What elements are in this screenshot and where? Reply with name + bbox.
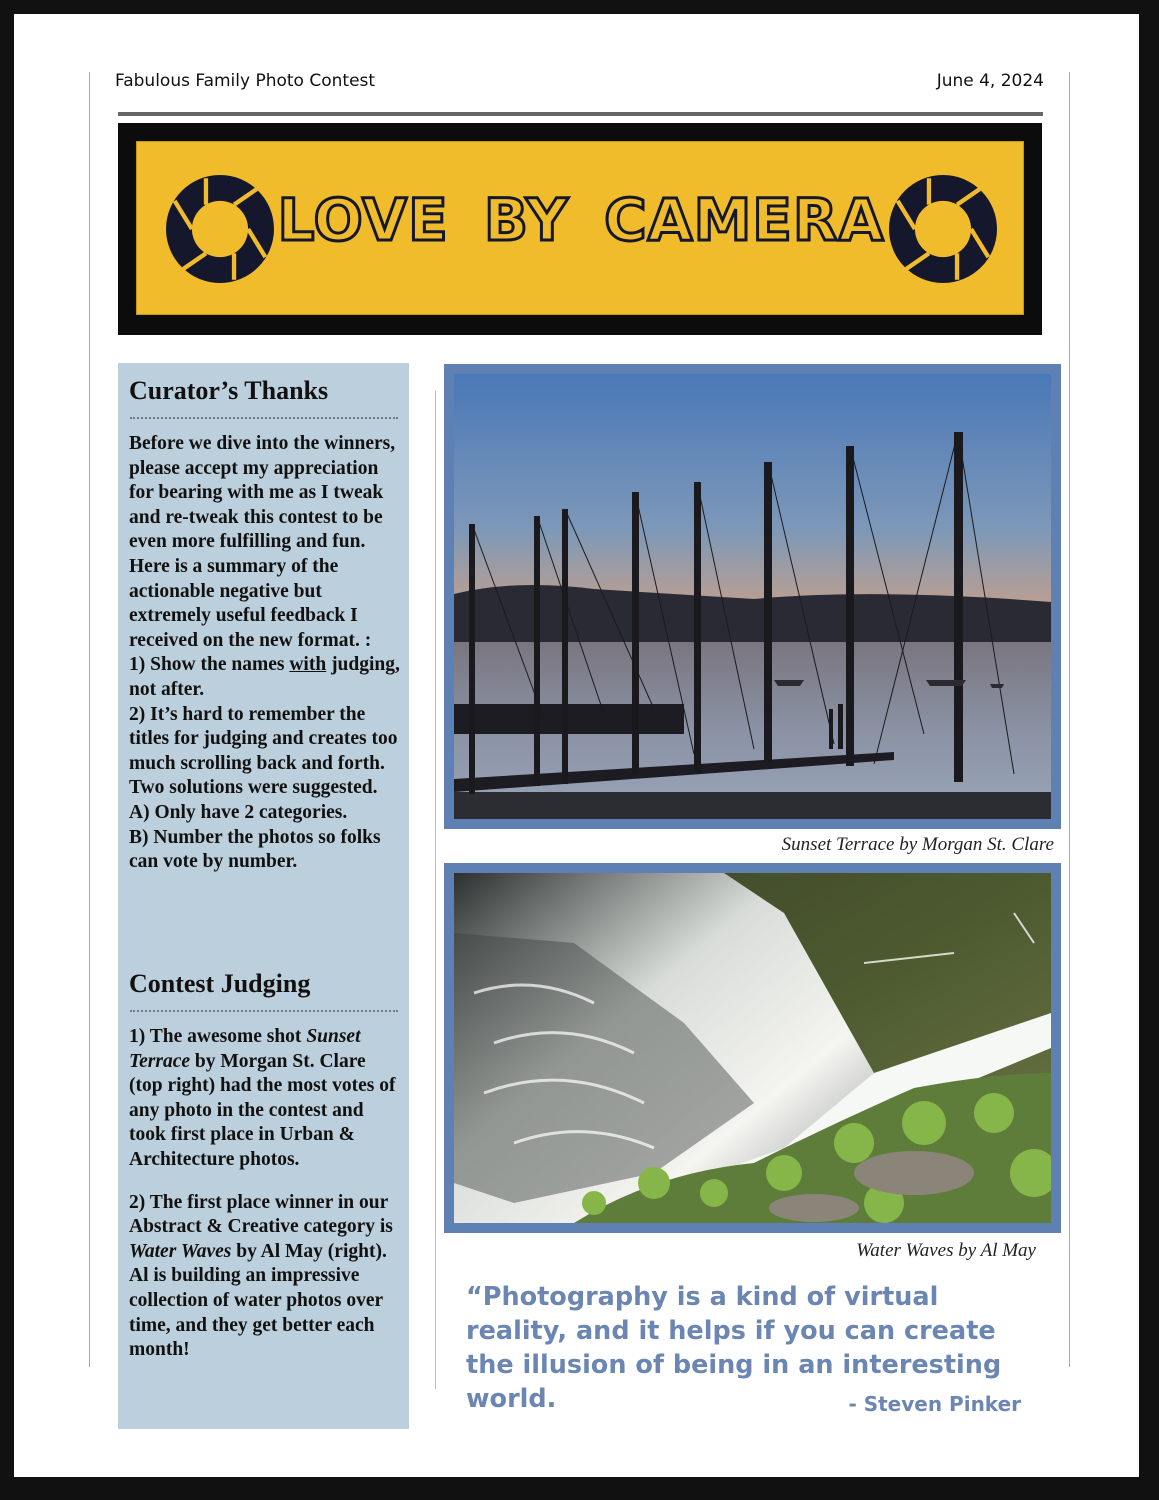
feedback-item-1: 1) Show the names with judging, not after. bbox=[129, 654, 400, 700]
column-divider bbox=[435, 391, 436, 1389]
sunset-terrace-photo bbox=[454, 374, 1051, 819]
intro-paragraph: Before we dive into the winners, please accept my appreciation for bearing with me as I tweak and re-tweak this contest to be even more fulfilling and fun. Here is a summary of the actionable negative but extremely useful feedback I received on the new format. : bbox=[129, 433, 396, 651]
contest-judging-heading: Contest Judging bbox=[129, 969, 311, 998]
contest-name: Fabulous Family Photo Contest bbox=[115, 71, 376, 91]
right-margin-line bbox=[1069, 72, 1070, 1367]
solution-a: A) Only have 2 categories. bbox=[129, 801, 348, 823]
header-rule bbox=[118, 112, 1043, 116]
judging-result-2: 2) The first place winner in our Abstract & Creative category is Water Waves by Al May (right). Al is building an impressive collection of water photos over time, and they get better each month! bbox=[129, 1191, 393, 1361]
newsletter-page bbox=[14, 14, 1139, 1477]
camera-aperture-icon bbox=[889, 175, 997, 283]
dotted-divider bbox=[130, 417, 398, 419]
sidebar-column bbox=[118, 363, 409, 1429]
masthead-panel bbox=[136, 141, 1024, 315]
dotted-divider bbox=[130, 1010, 398, 1012]
issue-date: June 4, 2024 bbox=[936, 71, 1044, 91]
curators-thanks-heading: Curator’s Thanks bbox=[129, 376, 329, 405]
water-waves-photo bbox=[454, 873, 1051, 1223]
water-waves-photo-frame bbox=[444, 863, 1061, 1233]
curators-thanks-body bbox=[129, 432, 404, 875]
left-margin-line bbox=[89, 72, 90, 1367]
masthead-banner bbox=[118, 123, 1042, 335]
camera-aperture-icon bbox=[166, 175, 274, 283]
masthead-title: LOVE BY CAMERA bbox=[277, 186, 885, 254]
quote-author: - Steven Pinker bbox=[848, 1392, 1021, 1416]
solution-b: B) Number the photos so folks can vote by number. bbox=[129, 826, 381, 873]
feedback-item-2: 2) It’s hard to remember the titles for judging and creates too much scrolling back and forth. Two solutions were suggested. bbox=[129, 703, 398, 799]
pinker-quote: “Photography is a kind of virtual reality, and it helps if you can create the illusion of being in an interesting world. bbox=[466, 1282, 1002, 1414]
sunset-terrace-photo-frame bbox=[444, 364, 1061, 829]
water-waves-caption: Water Waves by Al May bbox=[856, 1240, 1036, 1261]
sunset-terrace-caption: Sunset Terrace by Morgan St. Clare bbox=[781, 834, 1054, 855]
judging-result-1: 1) The awesome shot Sunset Terrace by Morgan St. Clare (top right) had the most votes of any photo in the contest and took first place in Urban & Architecture photos. bbox=[129, 1026, 396, 1170]
contest-judging-body bbox=[129, 1025, 404, 1363]
